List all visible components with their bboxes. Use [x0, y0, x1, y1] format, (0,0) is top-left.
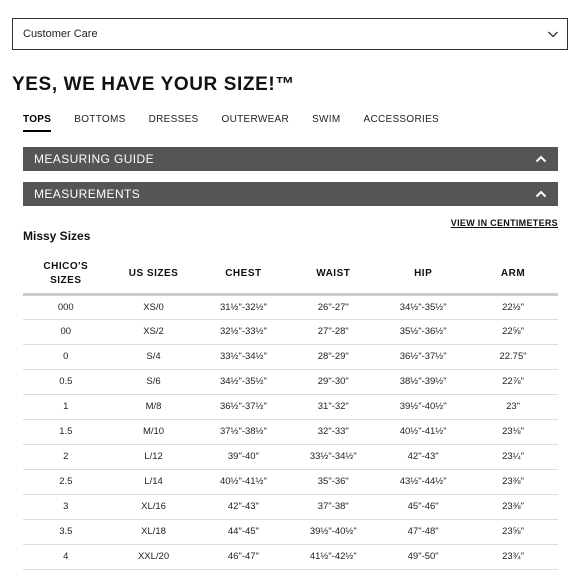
size-tabs [23, 114, 462, 132]
measurements-accordion[interactable] [23, 182, 558, 206]
table-cell: 39½"-40½" [288, 519, 378, 544]
table-cell: 35½"-36½" [378, 319, 468, 344]
table-cell: 1 [23, 394, 109, 419]
table-cell: XL/18 [109, 519, 199, 544]
table-cell: 4 [23, 544, 109, 569]
table-cell: 46"-47" [198, 544, 288, 569]
table-cell: 22.75" [468, 344, 558, 369]
view-in-centimeters-link[interactable]: VIEW IN CENTIMETERS [450, 218, 558, 228]
table-cell: 00 [23, 319, 109, 344]
table-row [23, 344, 558, 369]
table-cell: 39"-40" [198, 444, 288, 469]
table-cell: L/12 [109, 444, 199, 469]
header-chest: CHEST [198, 256, 288, 294]
table-cell: 3 [23, 494, 109, 519]
tab-bottoms[interactable]: BOTTOMS [74, 114, 126, 125]
size-chart-table [23, 256, 558, 570]
table-cell: 36½"-37½" [198, 394, 288, 419]
header-chicos-sizes [23, 256, 109, 294]
table-cell: 22⅞" [468, 369, 558, 394]
table-cell: 33½"-34½" [288, 444, 378, 469]
table-row [23, 519, 558, 544]
table-cell: 34½"-35½" [198, 369, 288, 394]
customer-care-dropdown[interactable] [12, 18, 568, 50]
accordion-label: MEASURING GUIDE [34, 152, 155, 166]
table-cell: 23¼" [468, 444, 558, 469]
tab-outerwear[interactable]: OUTERWEAR [221, 114, 290, 125]
table-cell: 43½"-44½" [378, 469, 468, 494]
table-cell: 0.5 [23, 369, 109, 394]
table-cell: 36½"-37½" [378, 344, 468, 369]
table-cell: 23⅝" [468, 519, 558, 544]
table-cell: 23⅜" [468, 469, 558, 494]
table-row [23, 494, 558, 519]
chevron-up-icon [535, 153, 547, 165]
table-row [23, 544, 558, 569]
table-cell: XL/16 [109, 494, 199, 519]
table-cell: 44"-45" [198, 519, 288, 544]
dropdown-label: Customer Care [23, 28, 98, 40]
table-cell: XS/2 [109, 319, 199, 344]
table-cell: 37½"-38½" [198, 419, 288, 444]
table-cell: 31"-32" [288, 394, 378, 419]
table-cell: 45"-46" [378, 494, 468, 519]
table-cell: 23¾" [468, 544, 558, 569]
header-hip: HIP [378, 256, 468, 294]
table-cell: 34½"-35½" [378, 294, 468, 319]
table-cell: XXL/20 [109, 544, 199, 569]
chevron-down-icon [547, 28, 559, 40]
table-cell: 000 [23, 294, 109, 319]
table-cell: 28"-29" [288, 344, 378, 369]
table-cell: 47"-48" [378, 519, 468, 544]
chevron-up-icon [535, 188, 547, 200]
table-cell: 32"-33" [288, 419, 378, 444]
table-cell: 23" [468, 394, 558, 419]
table-cell: 33½"-34½" [198, 344, 288, 369]
table-row [23, 369, 558, 394]
table-cell: 32½"-33½" [198, 319, 288, 344]
table-cell: 2.5 [23, 469, 109, 494]
measuring-guide-accordion[interactable] [23, 147, 558, 171]
table-cell: 35"-36" [288, 469, 378, 494]
table-cell: 23⅛" [468, 419, 558, 444]
table-cell: 49"-50" [378, 544, 468, 569]
table-cell: 42"-43" [378, 444, 468, 469]
tab-swim[interactable]: SWIM [312, 114, 341, 125]
table-cell: 22½" [468, 294, 558, 319]
table-cell: 27"-28" [288, 319, 378, 344]
table-header-row [23, 256, 558, 294]
table-cell: XS/0 [109, 294, 199, 319]
table-cell: 38½"-39½" [378, 369, 468, 394]
table-cell: S/6 [109, 369, 199, 394]
table-cell: 0 [23, 344, 109, 369]
tab-accessories[interactable]: ACCESSORIES [363, 114, 440, 125]
table-cell: 42"-43" [198, 494, 288, 519]
accordion-label: MEASUREMENTS [34, 187, 141, 201]
table-cell: 39½"-40½" [378, 394, 468, 419]
table-cell: M/10 [109, 419, 199, 444]
table-cell: 40½"-41½" [198, 469, 288, 494]
header-label: CHICO'S SIZES [43, 261, 89, 287]
tab-tops[interactable]: TOPS [23, 114, 51, 132]
table-cell: S/4 [109, 344, 199, 369]
table-cell: 23⅜" [468, 494, 558, 519]
table-cell: 2 [23, 444, 109, 469]
table-row [23, 419, 558, 444]
table-cell: 29"-30" [288, 369, 378, 394]
table-cell: M/8 [109, 394, 199, 419]
header-arm: ARM [468, 256, 558, 294]
table-cell: 3.5 [23, 519, 109, 544]
table-cell: 37"-38" [288, 494, 378, 519]
table-cell: 41½"-42½" [288, 544, 378, 569]
table-row [23, 444, 558, 469]
table-cell: L/14 [109, 469, 199, 494]
header-waist: WAIST [288, 256, 378, 294]
table-row [23, 469, 558, 494]
table-row [23, 394, 558, 419]
page-title: YES, WE HAVE YOUR SIZE!™ [12, 74, 295, 95]
section-title: Missy Sizes [23, 229, 91, 243]
table-row [23, 294, 558, 319]
table-cell: 22⅝" [468, 319, 558, 344]
header-us-sizes: US SIZES [109, 256, 199, 294]
table-cell: 40½"-41½" [378, 419, 468, 444]
table-row [23, 319, 558, 344]
table-cell: 31½"-32½" [198, 294, 288, 319]
tab-dresses[interactable]: DRESSES [148, 114, 199, 125]
table-cell: 26"-27" [288, 294, 378, 319]
table-cell: 1.5 [23, 419, 109, 444]
